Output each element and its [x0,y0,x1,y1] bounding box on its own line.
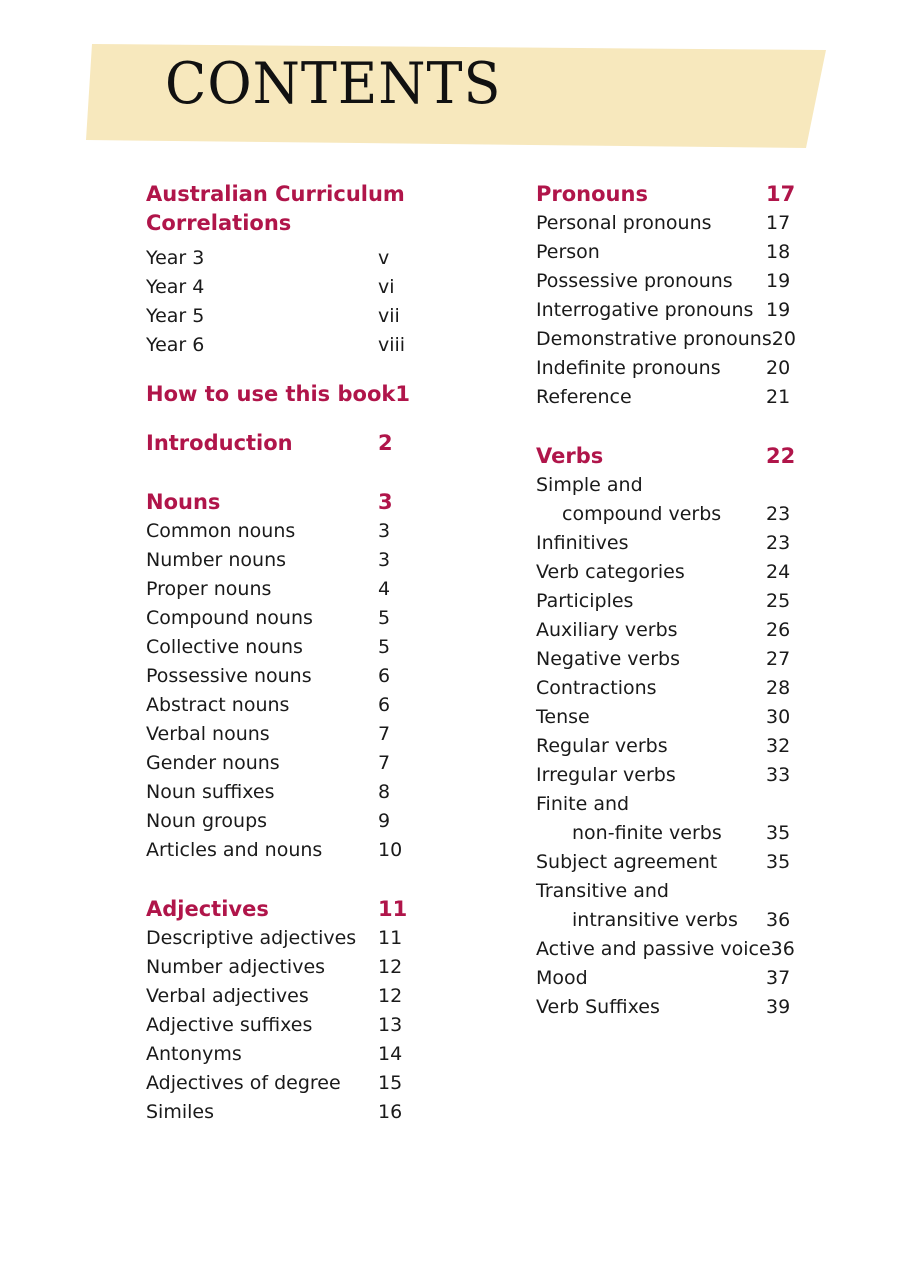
toc-entry[interactable]: Contractions 28 [536,677,791,699]
contents-left-column [146,180,408,1127]
toc-entry[interactable]: Similes 16 [146,1101,403,1123]
toc-entry-line1[interactable]: Finite and [536,793,630,815]
section-heading-curriculum: Australian Curriculum Correlations [146,182,405,235]
toc-entry[interactable]: Auxiliary verbs 26 [536,619,791,641]
toc-entry-line2[interactable]: compound verbs 23 [562,503,791,525]
toc-entry[interactable]: Year 3 v [146,247,390,269]
toc-entry-line1[interactable]: Transitive and [536,880,669,902]
toc-entry[interactable]: Tense 30 [536,706,791,728]
toc-entry[interactable]: Antonyms 14 [146,1043,403,1065]
toc-entry[interactable]: Articles and nouns 10 [146,839,403,861]
section-heading-verbs[interactable]: Verbs 22 [536,444,796,468]
toc-entry-line2[interactable]: non-finite verbs 35 [572,822,791,844]
toc-entry[interactable]: Personal pronouns 17 [536,212,791,234]
toc-entry[interactable]: Possessive nouns 6 [146,665,391,687]
toc-entry[interactable]: Gender nouns 7 [146,752,391,774]
toc-entry[interactable]: Verbal nouns 7 [146,723,391,745]
toc-entry[interactable]: Compound nouns 5 [146,607,391,629]
toc-entry[interactable]: Noun suffixes 8 [146,781,391,803]
toc-entry-line2[interactable]: intransitive verbs 36 [572,909,791,931]
section-heading-pronouns[interactable]: Pronouns 17 [536,182,796,206]
toc-entry[interactable]: Negative verbs 27 [536,648,791,670]
toc-entry[interactable]: Person 18 [536,241,791,263]
section-heading-introduction[interactable]: Introduction 2 [146,431,393,455]
toc-entry[interactable]: Number adjectives 12 [146,956,403,978]
toc-entry[interactable]: Descriptive adjectives 11 [146,927,403,949]
page-title: CONTENTS [165,50,502,117]
toc-entry[interactable]: Common nouns 3 [146,520,391,542]
toc-entry[interactable]: Indefinite pronouns 20 [536,357,791,379]
toc-entry[interactable]: Reference 21 [536,386,791,408]
toc-entry[interactable]: Regular verbs 32 [536,735,791,757]
toc-entry[interactable]: Possessive pronouns 19 [536,270,791,292]
toc-entry[interactable]: Interrogative pronouns 19 [536,299,791,321]
toc-entry[interactable]: Participles 25 [536,590,791,612]
toc-entry[interactable]: Demonstrative pronouns 20 [536,328,796,350]
toc-entry[interactable]: Verbal adjectives 12 [146,985,403,1007]
contents-right-column [536,180,794,1022]
toc-entry[interactable]: Number nouns 3 [146,549,391,571]
toc-entry[interactable]: Abstract nouns 6 [146,694,391,716]
toc-entry[interactable]: Mood 37 [536,967,791,989]
toc-entry[interactable]: Collective nouns 5 [146,636,391,658]
toc-entry[interactable]: Adjectives of degree 15 [146,1072,403,1094]
toc-entry[interactable]: Year 4 vi [146,276,395,298]
toc-entry[interactable]: Adjective suffixes 13 [146,1014,403,1036]
toc-entry[interactable]: Year 6 viii [146,334,406,356]
toc-entry-line1[interactable]: Simple and [536,474,643,496]
toc-entry[interactable]: Verb categories 24 [536,561,791,583]
toc-entry[interactable]: Noun groups 9 [146,810,391,832]
toc-entry[interactable]: Verb Suffixes 39 [536,996,791,1018]
toc-entry[interactable]: Infinitives 23 [536,532,791,554]
toc-entry[interactable]: Proper nouns 4 [146,578,391,600]
toc-entry[interactable]: Year 5 vii [146,305,400,327]
section-heading-nouns[interactable]: Nouns 3 [146,490,393,514]
section-heading-how-to-use[interactable]: How to use this book 1 [146,382,410,406]
section-heading-adjectives[interactable]: Adjectives 11 [146,897,408,921]
toc-entry[interactable]: Irregular verbs 33 [536,764,791,786]
toc-entry[interactable]: Active and passive voice 36 [536,938,795,960]
toc-entry[interactable]: Subject agreement 35 [536,851,791,873]
